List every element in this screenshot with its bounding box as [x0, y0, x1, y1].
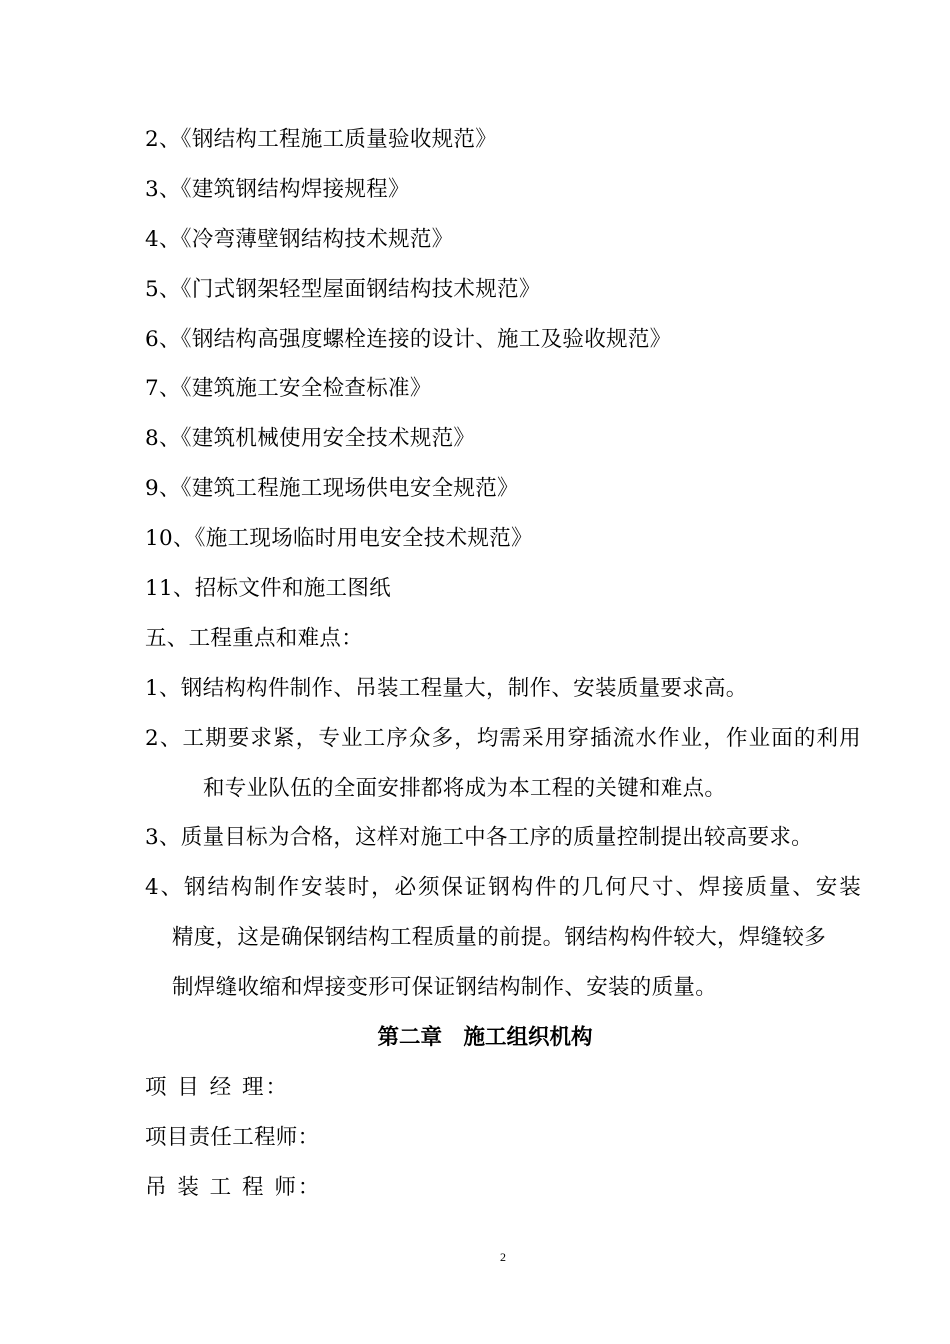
key-point-4-line-2: 精度，这是确保钢结构工程质量的前提。钢结构构件较大，焊缝较多: [172, 925, 827, 950]
key-point-2-line-1: 2、工期要求紧，专业工序众多，均需采用穿插流水作业，作业面的利用: [145, 726, 861, 751]
role-project-manager: 项 目 经 理：: [145, 1075, 290, 1100]
reference-item-2: 2、《钢结构工程施工质量验收规范》: [145, 127, 498, 152]
reference-item-4: 4、《冷弯薄壁钢结构技术规范》: [145, 227, 454, 252]
reference-item-9: 9、《建筑工程施工现场供电安全规范》: [145, 476, 519, 501]
key-point-4-line-1: 4、钢结构制作安装时，必须保证钢构件的几何尺寸、焊接质量、安装: [145, 875, 861, 900]
reference-item-10: 10、《施工现场临时用电安全技术规范》: [145, 526, 533, 551]
role-responsible-engineer: 项目责任工程师：: [145, 1125, 320, 1150]
section-5-title: 五、工程重点和难点：: [145, 626, 364, 651]
reference-item-8: 8、《建筑机械使用安全技术规范》: [145, 426, 476, 451]
chapter-2-title: 第二章 施工组织机构: [377, 1025, 593, 1050]
key-point-4-line-3: 制焊缝收缩和焊接变形可保证钢结构制作、安装的质量。: [172, 975, 718, 1000]
key-point-2-line-2: 和专业队伍的全面安排都将成为本工程的关键和难点。: [203, 776, 727, 801]
role-hoisting-engineer: 吊 装 工 程 师：: [145, 1175, 322, 1200]
key-point-1: 1、钢结构构件制作、吊装工程量大，制作、安装质量要求高。: [145, 676, 748, 701]
reference-item-7: 7、《建筑施工安全检查标准》: [145, 376, 432, 401]
reference-item-3: 3、《建筑钢结构焊接规程》: [145, 177, 410, 202]
key-point-3: 3、质量目标为合格，这样对施工中各工序的质量控制提出较高要求。: [145, 825, 813, 850]
page-number: 2: [500, 1250, 506, 1264]
reference-item-11: 11、招标文件和施工图纸: [145, 576, 391, 601]
reference-item-6: 6、《钢结构高强度螺栓连接的设计、施工及验收规范》: [145, 327, 672, 352]
reference-item-5: 5、《门式钢架轻型屋面钢结构技术规范》: [145, 277, 541, 302]
